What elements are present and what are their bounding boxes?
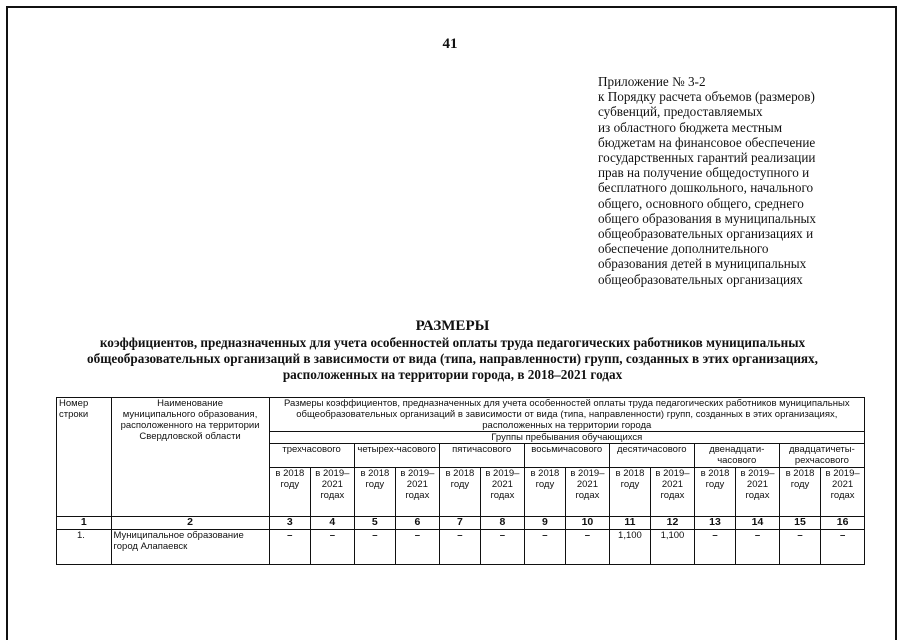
column-header-coefficients: Размеры коэффициентов, предназначенных для учета особенностей оплаты труда педагогических работников муниципальных общеобразовательных организаций в зависимости от вида (типа, направленности) групп, созданных в этих организациях, расположенных на территории города <box>269 398 864 432</box>
row-number: 1. <box>57 530 112 565</box>
column-number: 2 <box>111 517 269 530</box>
appendix-line: общеобразовательных организациях <box>598 271 803 287</box>
row-value: 1,100 <box>651 530 695 565</box>
appendix-line: бесплатного дошкольного, начального <box>598 180 814 196</box>
appendix-line: общего, основного общего, среднего <box>598 195 804 211</box>
year-header-2018: в 2018 году <box>609 468 650 517</box>
year-header-2018: в 2018 году <box>694 468 735 517</box>
appendix-line: прав на получение общедоступного и <box>598 165 810 181</box>
row-value: – <box>396 530 440 565</box>
appendix-line: Приложение № 3-2 <box>598 74 706 89</box>
appendix-line: из областного бюджета местным <box>598 119 783 135</box>
row-value: – <box>354 530 395 565</box>
row-value: 1,100 <box>609 530 650 565</box>
page-number: 41 <box>442 36 458 52</box>
year-header-2019-2021: в 2019–2021 годах <box>651 468 695 517</box>
year-header-2019-2021: в 2019–2021 годах <box>821 468 865 517</box>
row-value: – <box>779 530 820 565</box>
heading-line: общеобразовательных организаций в зависимости от вида (типа, направленности) групп, созданных в этих организациях, <box>87 351 818 366</box>
row-value: – <box>269 530 310 565</box>
appendix-line: государственных гарантий реализации <box>598 150 816 166</box>
column-number: 11 <box>609 517 650 530</box>
row-value: – <box>566 530 610 565</box>
group-header: трехчасового <box>269 444 354 468</box>
column-number: 13 <box>694 517 735 530</box>
group-header: пятичасового <box>439 444 524 468</box>
appendix-line: к Порядку расчета объемов (размеров) <box>598 89 815 105</box>
year-header-2019-2021: в 2019–2021 годах <box>396 468 440 517</box>
column-number: 1 <box>57 517 112 530</box>
group-header: двадцатичеты-рехчасового <box>779 444 864 468</box>
group-header: двенадцати-часового <box>694 444 779 468</box>
year-header-2019-2021: в 2019–2021 годах <box>481 468 525 517</box>
row-value: – <box>311 530 355 565</box>
header-row-top <box>57 398 865 432</box>
column-number: 3 <box>269 517 310 530</box>
year-header-2018: в 2018 году <box>269 468 310 517</box>
group-header: четырех-часового <box>354 444 439 468</box>
appendix-line: субвенций, предоставляемых <box>598 104 763 120</box>
row-municipality-name: Муниципальное образование город Алапаевск <box>111 530 269 565</box>
year-header-2018: в 2018 году <box>439 468 480 517</box>
row-value: – <box>439 530 480 565</box>
column-number: 10 <box>566 517 610 530</box>
year-header-2018: в 2018 году <box>354 468 395 517</box>
appendix-line: обеспечение дополнительного <box>598 241 769 257</box>
group-header: десятичасового <box>609 444 694 468</box>
column-number: 4 <box>311 517 355 530</box>
column-number: 6 <box>396 517 440 530</box>
groups-header: Группы пребывания обучающихся <box>269 432 864 444</box>
appendix-line: бюджетам на финансовое обеспечение <box>598 134 816 150</box>
row-value: – <box>481 530 525 565</box>
column-header-name: Наименование муниципального образования, расположенного на территории Свердловской области <box>111 398 269 517</box>
appendix-line: общеобразовательных организациях и <box>598 226 814 242</box>
year-header-2019-2021: в 2019–2021 годах <box>311 468 355 517</box>
group-header: восьмичасового <box>524 444 609 468</box>
document-heading <box>30 318 875 383</box>
year-header-2018: в 2018 году <box>779 468 820 517</box>
column-number: 15 <box>779 517 820 530</box>
heading-line: коэффициентов, предназначенных для учета особенностей оплаты труда педагогических работников муниципальных <box>99 335 806 350</box>
column-number: 14 <box>736 517 780 530</box>
column-number: 7 <box>439 517 480 530</box>
coefficients-table <box>56 397 865 565</box>
row-value: – <box>524 530 565 565</box>
year-header-2019-2021: в 2019–2021 годах <box>566 468 610 517</box>
heading-title: РАЗМЕРЫ <box>415 318 490 334</box>
row-value: – <box>736 530 780 565</box>
column-number-row <box>57 517 865 530</box>
row-value: – <box>821 530 865 565</box>
appendix-line: образования детей в муниципальных <box>598 256 807 272</box>
column-header-number: Номер строки <box>57 398 112 517</box>
column-number: 9 <box>524 517 565 530</box>
heading-line: расположенных на территории города, в 2018–2021 годах <box>282 367 623 382</box>
row-value: – <box>694 530 735 565</box>
table-row <box>57 530 865 565</box>
column-number: 8 <box>481 517 525 530</box>
appendix-block <box>598 74 868 287</box>
year-header-2018: в 2018 году <box>524 468 565 517</box>
column-number: 12 <box>651 517 695 530</box>
column-number: 16 <box>821 517 865 530</box>
appendix-line: общего образования в муниципальных <box>598 210 816 226</box>
year-header-2019-2021: в 2019–2021 годах <box>736 468 780 517</box>
column-number: 5 <box>354 517 395 530</box>
